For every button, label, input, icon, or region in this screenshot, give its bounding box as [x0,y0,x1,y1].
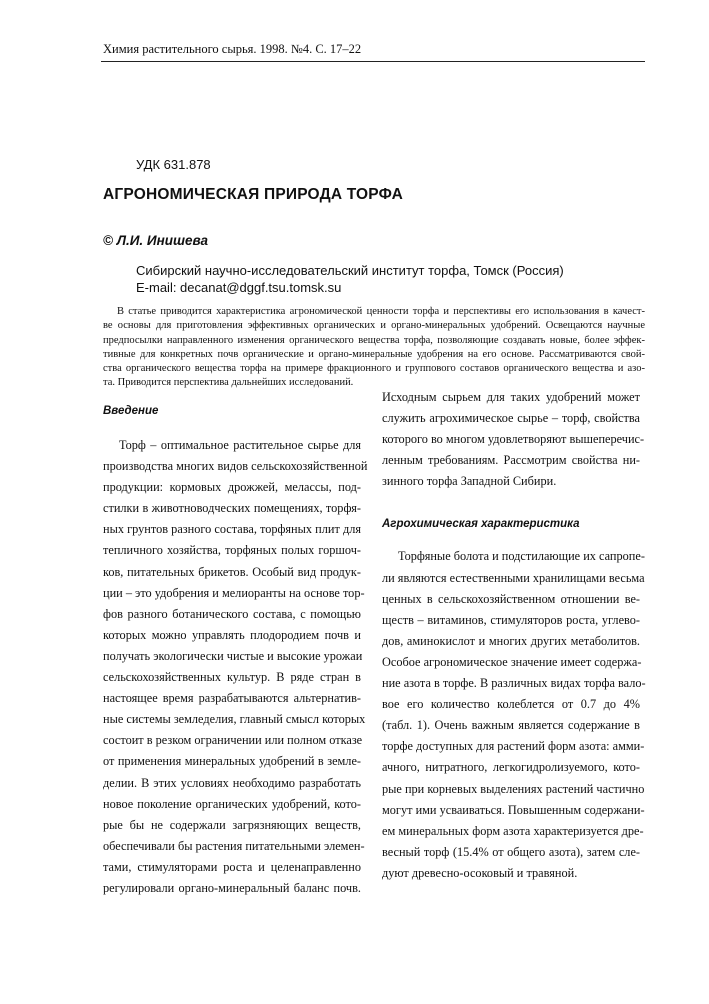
text-line: ции – это удобрения и мелиоранты на основе тор- [103,585,365,600]
abstract-line: ства органического вещества торфа на примере фракционного и группового составов органического вещества и азо- [103,363,645,375]
text-line: могут ими усваиваться. Повышенным содержани- [382,802,645,817]
text-line: тепличного хозяйства, торфяных полых горшоч- [103,543,361,558]
text-line: настоящее время разрабатываются альтернатив- [103,691,361,706]
text-line: ленным требованиям. Рассмотрим свойства ни- [382,453,640,468]
udk-code: УДК 631.878 [136,157,211,172]
abstract-line: тивные для конкретных почв органические и органо-минеральные удобрения на его основе. Рассматриваются свой- [103,348,645,360]
text-line: обеспечивали бы растения питательными элемен- [103,838,365,853]
text-line: которого во многом удовлетворяют вышеперечис- [382,432,645,447]
text-line: тами, стимуляторами роста и целенаправленно [103,859,361,874]
text-line: фов разного ботанического состава, с помощью [103,606,361,621]
text-line: ли являются естественными хранилищами весьма [382,570,645,585]
text-line: рые при корневых выделениях растений частично [382,781,645,796]
text-line: рые бы не содержали загрязняющих веществ, [103,817,361,832]
text-line: делии. В этих условиях необходимо разработать [103,775,361,790]
text-line: сельскохозяйственных культур. В ряде стран в [103,670,361,685]
text-line: которых можно управлять плодородием почв и [103,627,361,642]
text-line: новое поколение органических удобрений, кото- [103,796,361,811]
section-heading-introduction: Введение [103,405,159,417]
text-line: ценных в сельскохозяйственном отношении ве- [382,591,640,606]
text-line: (табл. 1). Очень важным является содержание в [382,718,640,733]
abstract-line: предпосылки направленного изменения органического вещества торфа, позволяющие создавать новые, более эффек- [103,334,645,346]
section-heading-agrochemical: Агрохимическая характеристика [382,518,580,531]
article-title: АГРОНОМИЧЕСКАЯ ПРИРОДА ТОРФА [103,186,404,203]
text-line: зинного торфа Западной Сибири. [382,474,557,489]
text-line: получать экологически чистые и высокие урожаи [103,648,363,663]
text-line: дов, аминокислот и многих других метаболитов. [382,633,640,648]
introduction-paragraph [103,435,368,899]
text-line: торфе доступных для растений форм азота: амми- [382,739,645,754]
text-line: стилки в животноводческих помещениях, торфя- [103,501,361,516]
right-column [382,387,646,884]
text-line: Исходным сырьем для таких удобрений может [382,390,640,404]
left-column [103,397,368,899]
text-line: ществ – витаминов, стимуляторов роста, углево- [382,612,640,627]
header-rule [101,61,645,62]
abstract-line: В статье приводится характеристика агрономической ценности торфа и перспективы его использования в качест- [117,306,645,317]
text-line: весный торф (15.4% от общего азота), затем сле- [382,844,640,859]
text-line: Особое агрономическое значение имеет содержа- [382,654,642,669]
text-line: состоит в резком ограничении или полном отказе [103,733,363,748]
text-line: ков, питательных брикетов. Особый вид продук- [103,564,361,579]
affiliation-block [136,262,564,296]
abstract-line: ве основы для приготовления эффективных органических и органо-минеральных удобрений. Освещаются научные [103,320,645,332]
text-line: ные системы земледелия, главный смысл которых [103,712,366,727]
running-header: Химия растительного сырья. 1998. №4. С. 17–22 [103,42,362,56]
intro-continuation-paragraph [382,387,645,492]
affiliation: Сибирский научно-исследовательский институт торфа, Томск (Россия) [136,263,564,278]
text-line: регулировали органо-минеральный баланс почв. [103,880,361,895]
text-line: Торфяные болота и подстилающие их сапропе- [398,549,645,564]
text-line: ем минеральных форм азота характеризуется дре- [382,823,644,838]
text-line: вое его количество колеблется от 0.7 до 4% [382,697,640,712]
text-line: ачного, нитратного, легкогидролизуемого, кото- [382,760,640,775]
agrochemical-paragraph [382,546,646,884]
text-line: продукции: кормовых дрожжей, мелассы, под- [103,480,361,495]
text-line: производства многих видов сельскохозяйственной [103,459,368,474]
author-line: © Л.И. Инишева [103,233,209,248]
text-line: ных грунтов разного состава, торфяных плит для [103,522,361,537]
abstract-line: та. Приводится перспектива дальнейших исследований. [103,377,354,389]
text-line: дуют древесно-осоковый и травяной. [382,865,578,880]
text-line: от применения минеральных удобрений в земле- [103,754,361,769]
text-line: Торф – оптимальное растительное сырье для [119,438,361,452]
abstract [103,305,645,391]
text-line: ние азота в торфе. В различных видах торфа вало- [382,676,646,691]
text-line: служить агрохимическое сырье – торф, свойства [382,411,640,426]
email: E-mail: decanat@dggf.tsu.tomsk.su [136,280,342,295]
